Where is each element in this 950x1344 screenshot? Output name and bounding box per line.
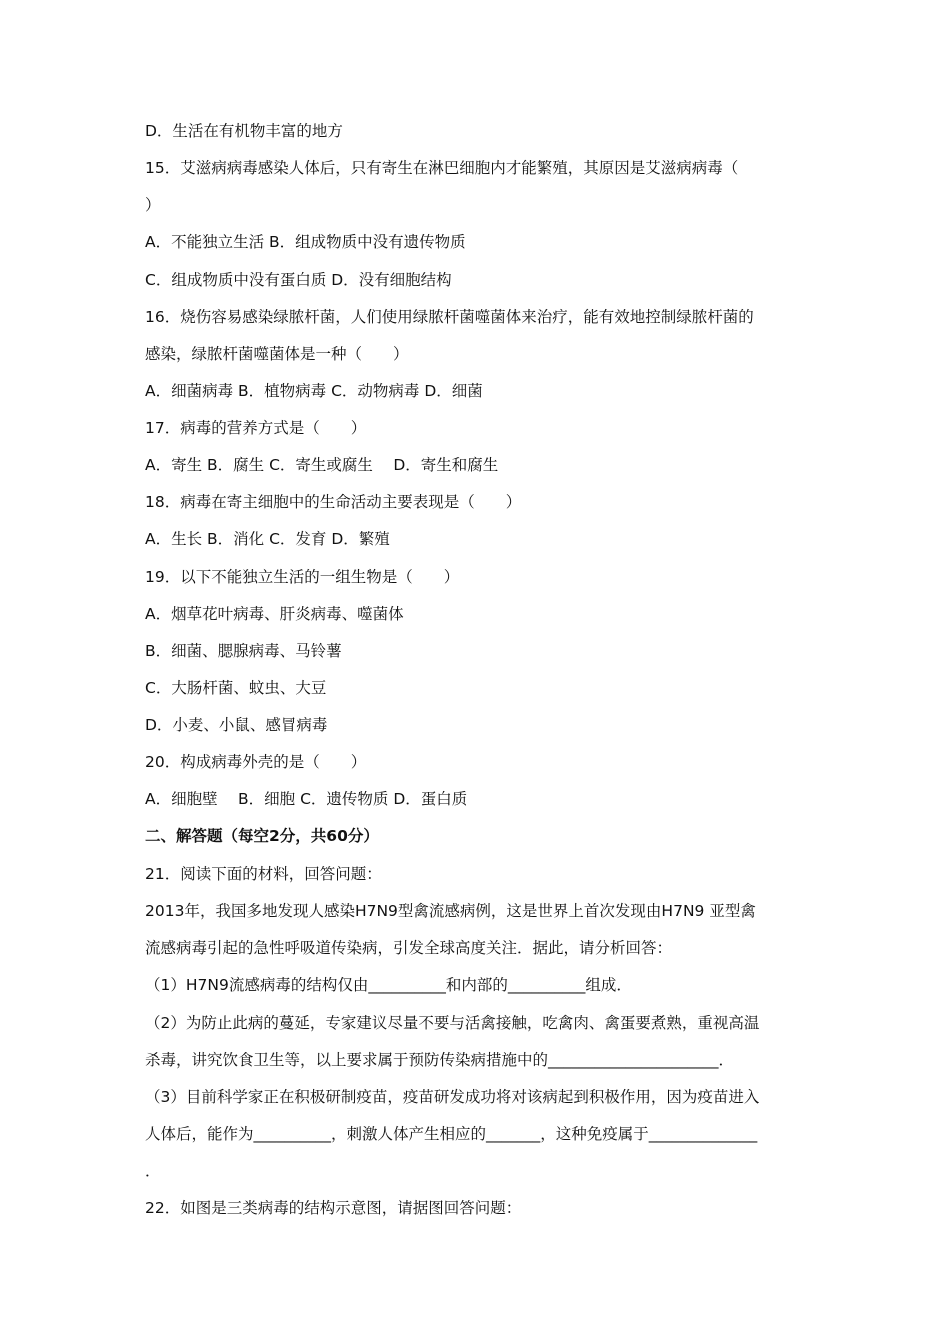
question-21-material: 2013年，我国多地发现人感染H7N9型禽流感病例，这是世界上首次发现由H7N9 亚型禽 [145,902,756,920]
question-20-options: A．细胞壁 B．细胞 C．遗传物质 D．蛋白质 [145,790,468,808]
question-19-option-d: D．小麦、小鼠、感冒病毒 [145,716,328,734]
question-17-stem: 17．病毒的营养方式是（ ） [145,419,367,437]
question-17-options: A．寄生 B．腐生 C．寄生或腐生 D．寄生和腐生 [145,456,499,474]
question-19-option-c: C．大肠杆菌、蚊虫、大豆 [145,679,327,697]
option-14-d: D．生活在有机物丰富的地方 [145,122,343,140]
question-21-part-2: （2）为防止此病的蔓延，专家建议尽量不要与活禽接触，吃禽肉、禽蛋要煮熟，重视高温 [145,1014,760,1032]
question-20-stem: 20．构成病毒外壳的是（ ） [145,753,367,771]
question-21-material-cont: 流感病毒引起的急性呼吸道传染病，引发全球高度关注．据此，请分析回答： [145,939,673,957]
question-15-stem-cont: ） [145,196,161,214]
question-21-part-3: （3）目前科学家正在积极研制疫苗，疫苗研发成功将对该病起到积极作用，因为疫苗进入 [145,1088,760,1106]
question-19-stem: 19．以下不能独立生活的一组生物是（ ） [145,568,460,586]
question-15-options-cd: C．组成物质中没有蛋白质 D．没有细胞结构 [145,271,452,289]
question-16-stem: 16．烧伤容易感染绿脓杆菌，人们使用绿脓杆菌噬菌体来治疗，能有效地控制绿脓杆菌的 [145,308,754,326]
question-18-stem: 18．病毒在寄主细胞中的生命活动主要表现是（ ） [145,493,522,511]
question-22-stem: 22．如图是三类病毒的结构示意图，请据图回答问题： [145,1199,522,1217]
question-21-part-3-end: ． [145,1162,161,1180]
question-15-options-ab: A．不能独立生活 B．组成物质中没有遗传物质 [145,233,466,251]
question-19-option-a: A．烟草花叶病毒、肝炎病毒、噬菌体 [145,605,404,623]
question-18-options: A．生长 B．消化 C．发育 D．繁殖 [145,530,390,548]
question-21-stem: 21．阅读下面的材料，回答问题： [145,865,382,883]
question-21-part-1: （1）H7N9流感病毒的结构仅由__________和内部的__________组成． [145,976,632,994]
section-heading: 二、解答题（每空2分，共60分） [145,827,379,845]
question-19-option-b: B．细菌、腮腺病毒、马铃薯 [145,642,342,660]
question-16-stem-cont: 感染，绿脓杆菌噬菌体是一种（ ） [145,345,409,363]
question-16-options: A．细菌病毒 B．植物病毒 C．动物病毒 D．细菌 [145,382,483,400]
question-21-part-2-cont: 杀毒，讲究饮食卫生等，以上要求属于预防传染病措施中的______________________． [145,1051,735,1069]
question-15-stem: 15．艾滋病病毒感染人体后，只有寄生在淋巴细胞内才能繁殖，其原因是艾滋病病毒（ [145,159,739,177]
question-21-part-3-cont: 人体后，能作为__________，刺激人体产生相应的_______，这种免疫属于______________ [145,1125,758,1143]
